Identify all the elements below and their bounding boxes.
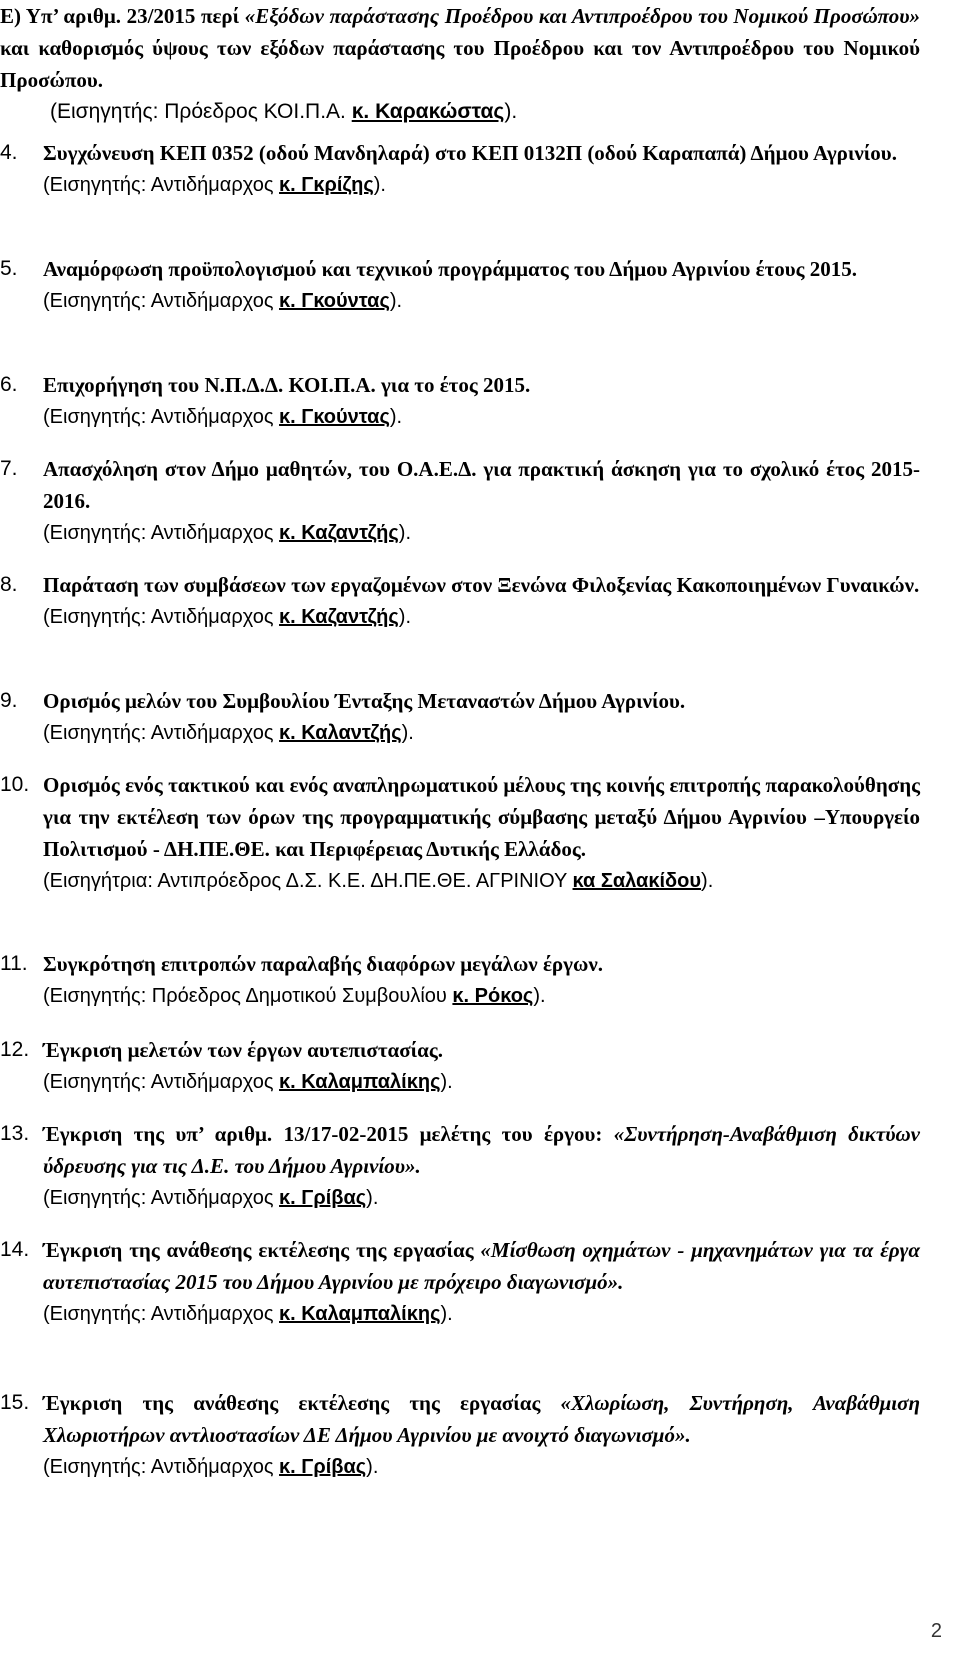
agenda-item-14: [0, 1234, 920, 1330]
rapporteur-line: [43, 1298, 920, 1330]
rapporteur-role: (Εισηγητής: Αντιδήμαρχος: [43, 290, 280, 312]
item-title-text: Έγκριση της ανάθεσης εκτέλεσης της εργασίας: [43, 1391, 561, 1415]
rapporteur-name: κ. Καζαντζής: [279, 522, 399, 544]
rapporteur-suffix: ).: [701, 870, 714, 892]
agenda-item-6: [0, 369, 920, 433]
item-title: Ορισμός ενός τακτικού και ενός αναπληρωματικού μέλους της κοινής επιτροπής παρακολούθησης για την εκτέλεση των όρων της προγραμματικής σύμβασης μεταξύ Δήμου Αγρινίου –Υπουργείο Πολιτισμού - ΔΗ.ΠΕ.ΘΕ. και Περιφέρειας Δυτικής Ελλάδος.: [43, 773, 920, 861]
rapporteur-role: (Εισηγητής: Αντιδήμαρχος: [43, 406, 280, 428]
page-number: 2: [930, 1620, 942, 1642]
rapporteur-line: [43, 1066, 920, 1098]
agenda-item-7: [0, 453, 920, 549]
item-number: 10.: [0, 773, 30, 796]
rapporteur-name: κ. Γρίβας: [279, 1456, 367, 1478]
rapporteur-role: (Εισηγήτρια: Αντιπρόεδρος Δ.Σ. Κ.Ε. ΔΗ.ΠΕ.ΘΕ. ΑΓΡΙΝΙΟΥ: [43, 870, 573, 892]
rapporteur-role: (Εισηγητής: Αντιδήμαρχος: [43, 606, 280, 628]
rapporteur-line: [43, 401, 920, 433]
item-title: Επιχορήγηση του Ν.Π.Δ.Δ. ΚΟΙ.Π.Α. για το έτος 2015.: [43, 373, 531, 397]
rapporteur-name: κ. Καζαντζής: [279, 606, 399, 628]
item-title: Συγκρότηση επιτροπών παραλαβής διαφόρων μεγάλων έργων.: [43, 952, 603, 976]
item-title: [43, 1387, 920, 1451]
rapporteur-name: κα Σαλακίδου: [572, 870, 702, 892]
rapporteur-name: κ. Γκούντας: [279, 406, 390, 428]
item-title-quote: «Συντήρηση-Αναβάθμιση δικτύων ύδρευσης για τις Δ.Ε. του Δήμου Αγρινίου».: [43, 1122, 920, 1178]
item-number: 15.: [0, 1391, 30, 1414]
item-quote: «Εξόδων παράστασης Προέδρου και Αντιπροέδρου του Νομικού Προσώπου»: [244, 4, 920, 28]
item-number: 14.: [0, 1238, 30, 1261]
rapporteur-role: (Εισηγητής: Αντιδήμαρχος: [43, 1071, 280, 1093]
rapporteur-suffix: ).: [440, 1303, 453, 1325]
item-number: 6.: [0, 373, 18, 396]
item-title-text: Έγκριση της ανάθεσης εκτέλεσης της εργασίας: [43, 1238, 481, 1262]
rapporteur-role: (Εισηγητής: Αντιδήμαρχος: [43, 722, 280, 744]
rapporteur-name: κ. Καλαμπαλίκης: [279, 1303, 441, 1325]
rapporteur-role: (Εισηγητής: Αντιδήμαρχος: [43, 522, 280, 544]
item-number: 11.: [0, 952, 28, 975]
rapporteur-line: [43, 980, 920, 1012]
item-title-quote: «Μίσθωση οχημάτων - μηχανημάτων για τα έργα αυτεπιστασίας 2015 του Δήμου Αγρινίου με πρόχειρο διαγωνισμό».: [43, 1238, 920, 1294]
rapporteur-name: κ. Καλαμπαλίκης: [279, 1071, 441, 1093]
rapporteur-suffix: ).: [398, 606, 412, 628]
item-number: 8.: [0, 573, 18, 596]
rapporteur-name: κ. Ρόκος: [452, 985, 534, 1007]
rapporteur-line: [43, 865, 920, 897]
rapporteur-role: (Εισηγητής: Αντιδήμαρχος: [43, 1303, 280, 1325]
rapporteur-line: [43, 717, 920, 749]
rapporteur-line: [43, 517, 920, 549]
rapporteur-suffix: ).: [389, 290, 403, 312]
item-number: 9.: [0, 689, 18, 712]
item-title: [43, 1118, 920, 1182]
item-title: Συγχώνευση ΚΕΠ 0352 (οδού Μανδηλαρά) στο ΚΕΠ 0132Π (οδού Καραπαπά) Δήμου Αγρινίου.: [43, 141, 897, 165]
rapporteur-line: [43, 285, 920, 317]
rapporteur-role: (Εισηγητής: Πρόεδρος ΚΟΙ.Π.Α.: [50, 100, 352, 123]
rapporteur-role: (Εισηγητής: Αντιδήμαρχος: [43, 1187, 280, 1209]
item-title: Αναμόρφωση προϋπολογισμού και τεχνικού προγράμματος του Δήμου Αγρινίου έτους 2015.: [43, 257, 858, 281]
item-title: Παράταση των συμβάσεων των εργαζομένων στον Ξενώνα Φιλοξενίας Κακοποιημένων Γυναικών.: [43, 573, 920, 597]
agenda-item-4: [0, 137, 920, 201]
rapporteur-name: κ. Καρακώστας: [351, 100, 505, 123]
item-title: Ορισμός μελών του Συμβουλίου Ένταξης Μεταναστών Δήμου Αγρινίου.: [43, 689, 686, 713]
agenda-item-10: [0, 769, 920, 897]
rapporteur-name: κ. Γκούντας: [279, 290, 390, 312]
rapporteur-suffix: ).: [504, 100, 518, 123]
rapporteur-suffix: ).: [533, 985, 546, 1007]
agenda-item-15: [0, 1387, 920, 1483]
agenda-item-12: [0, 1034, 920, 1098]
rapporteur-suffix: ).: [389, 406, 403, 428]
item-number: 4.: [0, 141, 18, 164]
item-number: 5.: [0, 257, 18, 280]
item-label: Ε) Υπ’ αριθμ. 23/2015 περί: [0, 4, 245, 28]
agenda-item-5: [0, 253, 920, 317]
item-number: 13.: [0, 1122, 30, 1145]
rapporteur-suffix: ).: [366, 1187, 379, 1209]
item-title: Απασχόληση στον Δήμο μαθητών, του Ο.Α.Ε.Δ. για πρακτική άσκηση για το σχολικό έτος 2015-2016.: [43, 457, 920, 513]
rapporteur-name: κ. Καλαντζής: [279, 722, 402, 744]
rapporteur-line: [43, 601, 920, 633]
rapporteur-line: [43, 1182, 920, 1214]
rapporteur-suffix: ).: [401, 722, 414, 744]
rapporteur-name: κ. Γρίβας: [279, 1187, 367, 1209]
item-title: Έγκριση μελετών των έργων αυτεπιστασίας.: [43, 1038, 443, 1062]
rapporteur-role: (Εισηγητής: Αντιδήμαρχος: [43, 1456, 280, 1478]
agenda-item-title: [0, 0, 920, 96]
rapporteur-role: (Εισηγητής: Πρόεδρος Δημοτικού Συμβουλίου: [43, 985, 453, 1007]
rapporteur-line: [43, 1451, 920, 1483]
rapporteur-line: [43, 169, 920, 201]
agenda-item-13: [0, 1118, 920, 1214]
item-title: [43, 1234, 920, 1298]
rapporteur-suffix: ).: [440, 1071, 453, 1093]
agenda-item-9: [0, 685, 920, 749]
rapporteur-suffix: ).: [366, 1456, 379, 1478]
item-title-quote: «Χλωρίωση, Συντήρηση, Αναβάθμιση Χλωριοτήρων αντλιοστασίων ΔΕ Δήμου Αγρινίου με ανοιχτό διαγωνισμό».: [43, 1391, 920, 1447]
rapporteur-suffix: ).: [398, 522, 412, 544]
item-title-text: Έγκριση της υπ’ αριθμ. 13/17-02-2015 μελέτης του έργου:: [43, 1122, 614, 1146]
item-title-rest: και καθορισμός ύψους των εξόδων παράστασης του Προέδρου και τον Αντιπροέδρου του Νομικού Προσώπου.: [0, 36, 920, 92]
agenda-item-8: [0, 569, 920, 633]
rapporteur-role: (Εισηγητής: Αντιδήμαρχος: [43, 174, 280, 196]
rapporteur-line: [50, 96, 920, 128]
agenda-item-11: [0, 948, 920, 1012]
item-number: 7.: [0, 457, 18, 480]
agenda-item-e: [0, 0, 920, 128]
item-number: 12.: [0, 1038, 30, 1061]
rapporteur-name: κ. Γκρίζης: [279, 174, 374, 196]
rapporteur-suffix: ).: [373, 174, 386, 196]
